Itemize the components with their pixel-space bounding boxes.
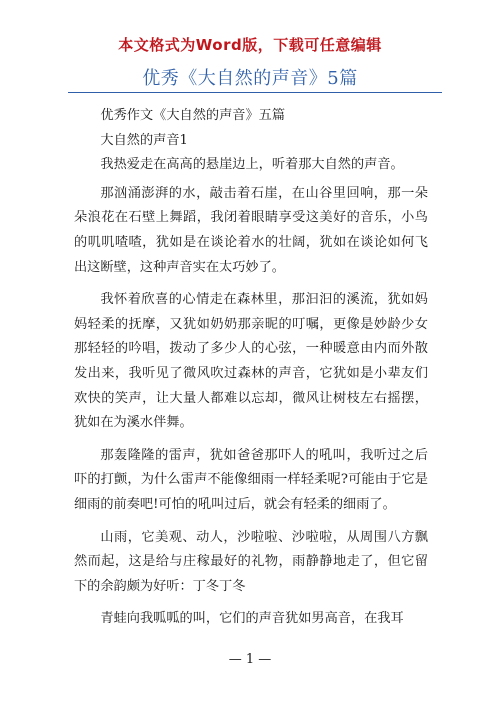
- download-banner: 本文格式为Word版，下载可任意编辑: [118, 36, 382, 54]
- document-body: [74, 104, 428, 632]
- document-title: 优秀《大自然的声音》5篇: [142, 68, 358, 89]
- paragraph: 我热爱走在高高的悬崖边上，听着那大自然的声音。: [100, 157, 404, 173]
- paragraph-section-heading: 大自然的声音1: [100, 132, 188, 148]
- paragraph-subtitle: 优秀作文《大自然的声音》五篇: [100, 108, 286, 123]
- page-number: — 1 —: [228, 652, 272, 667]
- paragraph: 青蛙向我呱呱的叫，它们的声音犹如男高音，在我耳: [100, 611, 404, 627]
- paragraph: 山雨，它美观、动人，沙啦啦、沙啦啦，从周围八方飘然而起，这是给与庄稼最好的礼物，雨静静地走了，但它留下的余韵颇为好听：丁冬丁冬: [74, 529, 428, 594]
- paragraph: 那汹涌澎湃的水，敲击着石崖，在山谷里回响，那一朵朵浪花在石壁上舞蹈，我闭着眼睛享受这美好的音乐，小鸟的叽叽喳喳，犹如是在谈论着水的壮阔，犹如在谈论如何飞出这断壁，这种声音实在太巧妙了。: [74, 185, 428, 275]
- title-divider: [68, 92, 442, 93]
- paragraph: 我怀着欣喜的心情走在森林里，那汩汩的溪流，犹如妈妈轻柔的抚摩，又犹如奶奶那亲昵的叮嘱，更像是妙龄少女那轻轻的吟唱，拨动了多少人的心弦，一种暖意由内而外散发出来，我听见了微风吹过森林的声音，它犹如是小辈友们欢快的笑声，让大量人都难以忘却，微风让树枝左右摇摆，犹如在为溪水伴舞。: [74, 292, 428, 431]
- paragraph: 那轰隆隆的雷声，犹如爸爸那吓人的吼叫，我听过之后吓的打颤，为什么雷声不能像细雨一样轻柔呢?可能由于它是细雨的前奏吧!可怕的吼叫过后，就会有轻柔的细雨了。: [74, 447, 428, 512]
